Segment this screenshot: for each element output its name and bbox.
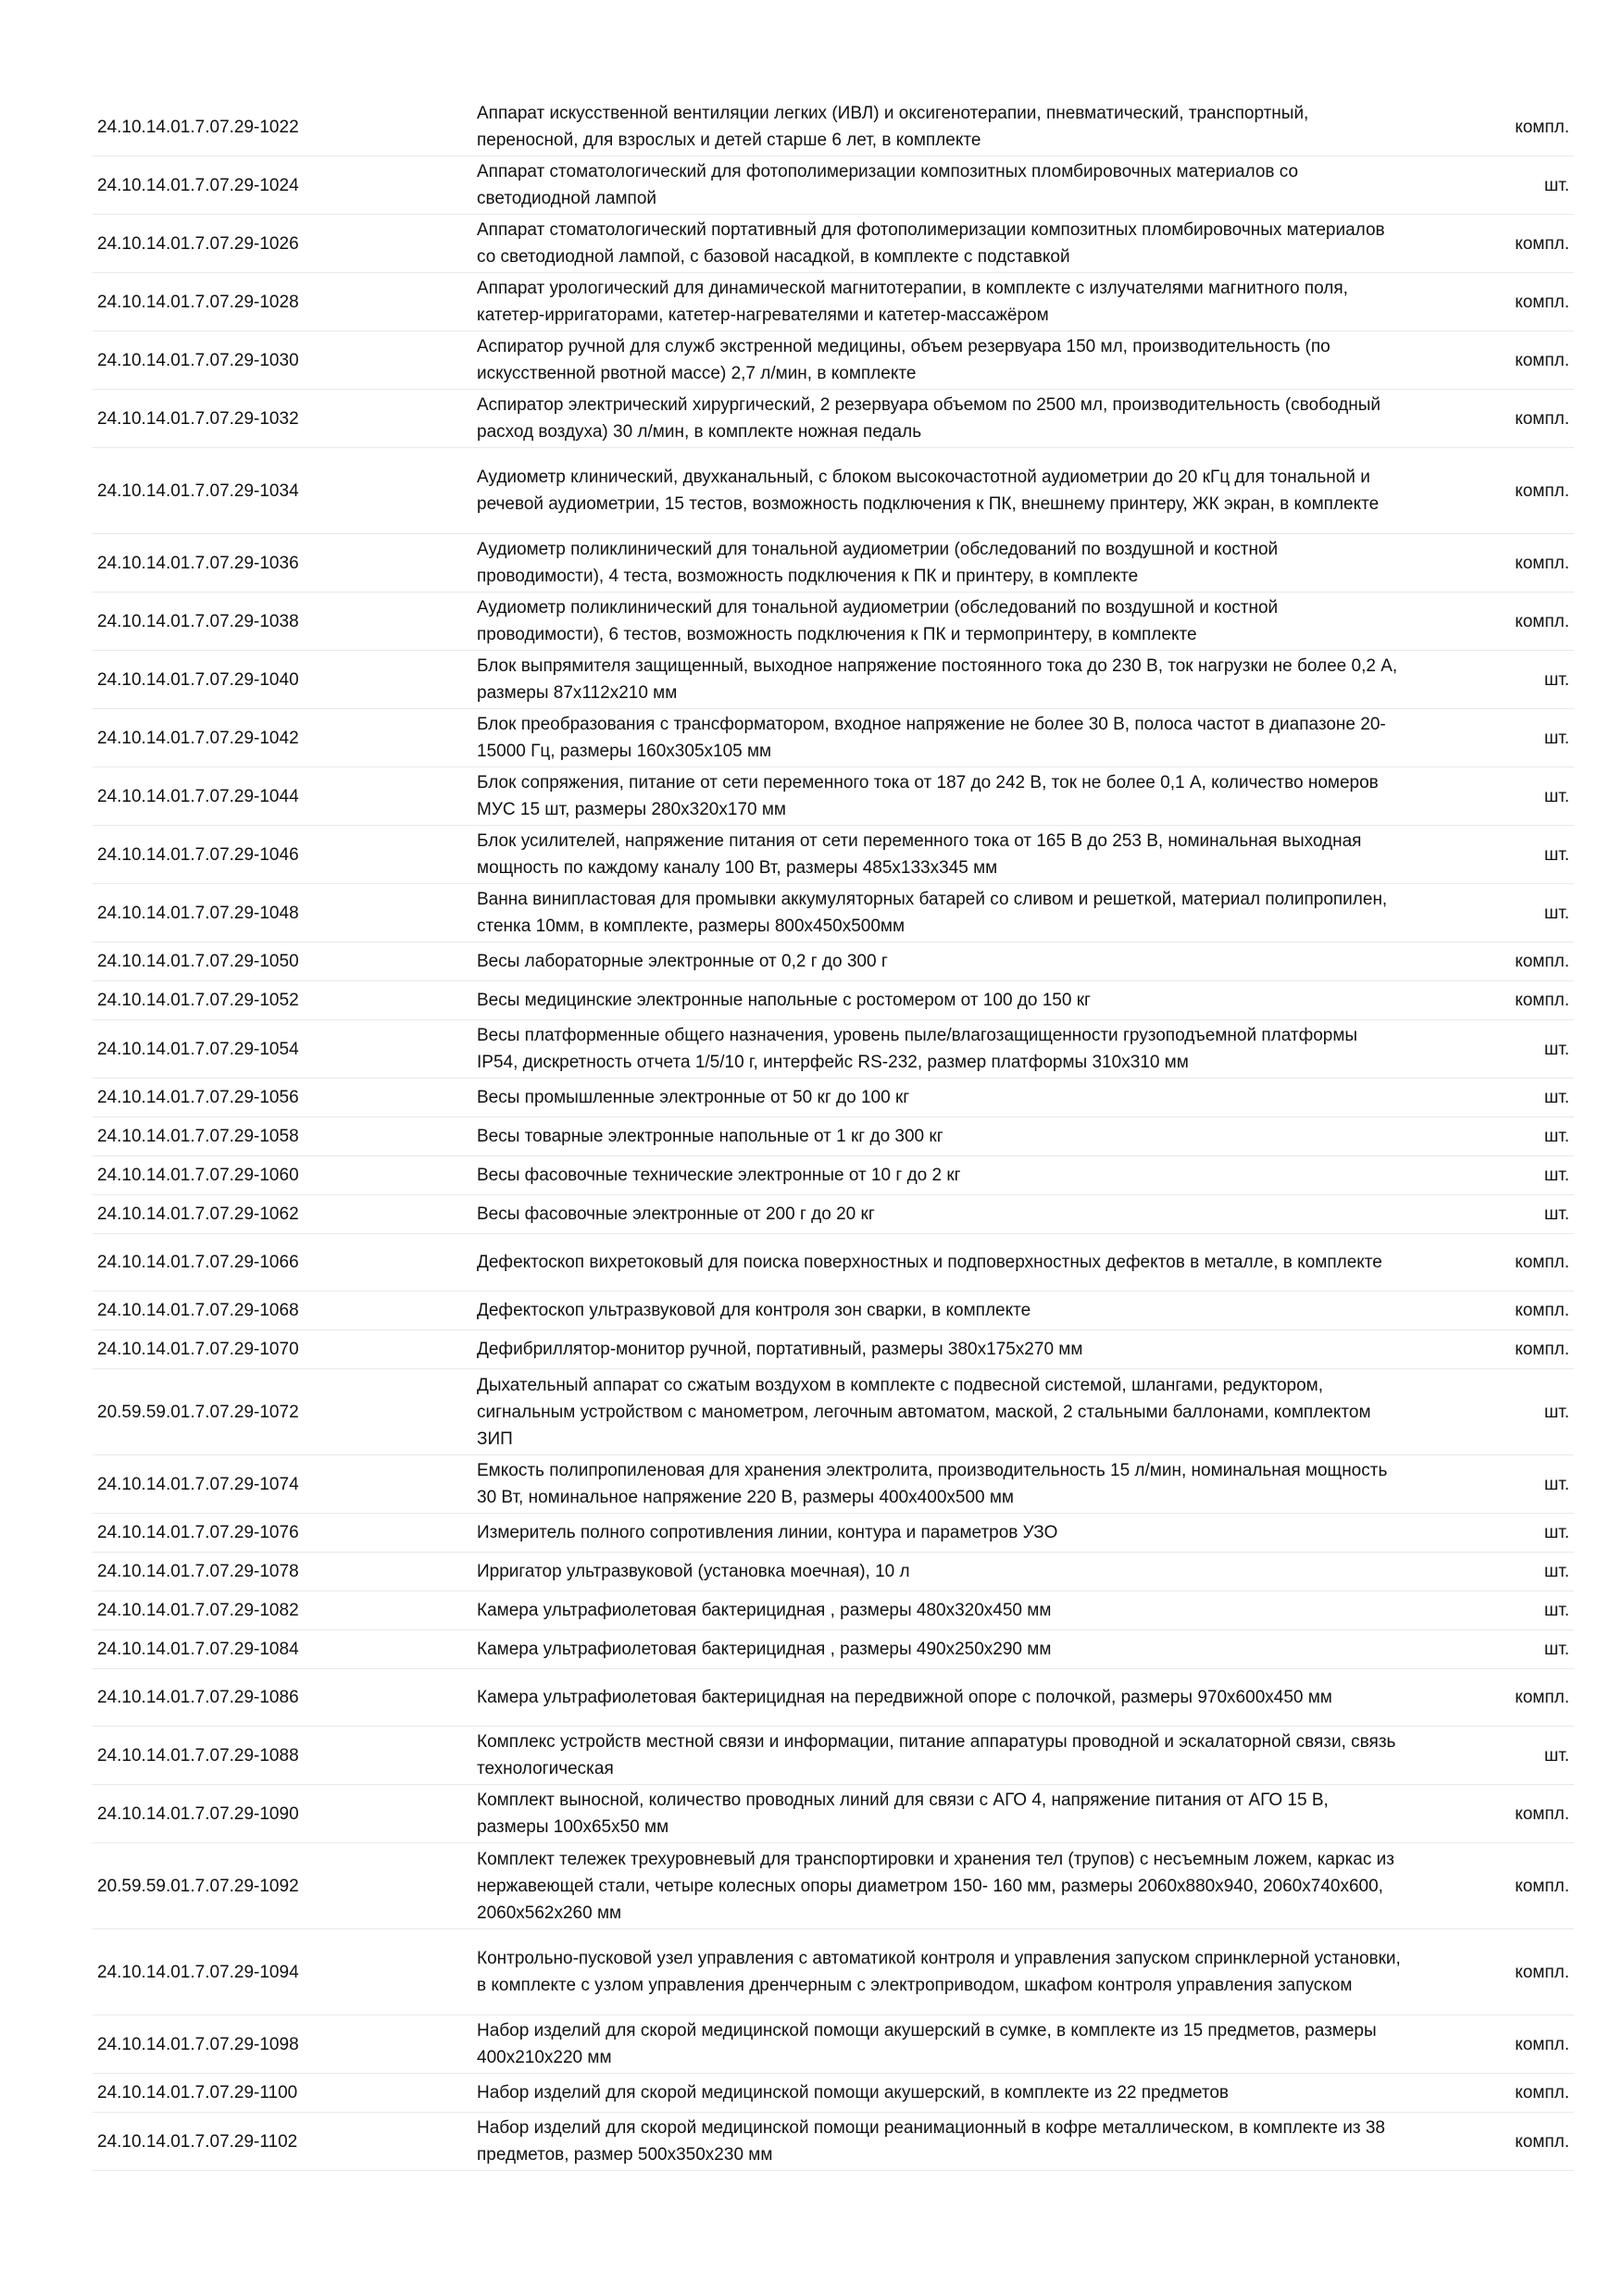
row-unit: шт. xyxy=(1543,844,1569,865)
table-row xyxy=(93,534,1574,593)
table-row xyxy=(93,651,1574,709)
price-table xyxy=(93,98,1574,2171)
row-unit: шт. xyxy=(1543,786,1569,806)
row-unit: шт. xyxy=(1543,1640,1569,1659)
row-unit: шт. xyxy=(1543,1127,1569,1146)
row-description: Камера ультрафиолетовая бактерицидная , размеры 490х250х290 мм xyxy=(477,1640,1052,1659)
row-unit: шт. xyxy=(1543,1601,1569,1620)
row-code: 24.10.14.01.7.07.29-1030 xyxy=(97,350,299,370)
row-description: Набор изделий для скорой медицинской помощи реанимационный в кофре металлическом, в комплекте из 38 предметов, размер 500х350х230 мм xyxy=(477,2118,1385,2165)
row-description: Аудиометр поликлинический для тональной аудиометрии (обследований по воздушной и костной проводимости), 4 теста, возможность подключения к ПК и принтеру, в комплекте xyxy=(477,540,1279,586)
row-code: 24.10.14.01.7.07.29-1076 xyxy=(97,1523,299,1542)
table-row xyxy=(93,1234,1574,1292)
row-description: Весы медицинские электронные напольные с ростомером от 100 до 150 кг xyxy=(477,991,1091,1010)
row-code: 24.10.14.01.7.07.29-1058 xyxy=(97,1127,299,1146)
row-description: Камера ультрафиолетовая бактерицидная , размеры 480х320х450 мм xyxy=(477,1601,1052,1620)
row-code: 24.10.14.01.7.07.29-1040 xyxy=(97,669,299,690)
table-row xyxy=(93,767,1574,826)
table-row xyxy=(93,826,1574,884)
row-unit: шт. xyxy=(1543,903,1569,923)
row-unit: шт. xyxy=(1543,1745,1569,1766)
table-row xyxy=(93,448,1574,534)
row-unit: шт. xyxy=(1543,728,1569,748)
table-row xyxy=(93,98,1574,156)
row-unit: шт. xyxy=(1543,1523,1569,1542)
row-code: 24.10.14.01.7.07.29-1100 xyxy=(97,2083,298,2103)
row-code: 24.10.14.01.7.07.29-1082 xyxy=(97,1601,299,1620)
row-code: 24.10.14.01.7.07.29-1074 xyxy=(97,1474,299,1494)
row-description: Весы лабораторные электронные от 0,2 г до 300 г xyxy=(477,952,888,971)
row-unit: компл. xyxy=(1515,1962,1569,1982)
row-description: Весы фасовочные технические электронные от 10 г до 2 кг xyxy=(477,1166,961,1185)
row-description: Емкость полипропиленовая для хранения электролита, производительность 15 л/мин, номинальная мощность 30 Вт, номинальное напряжение 220 В, размеры 400х400х500 мм xyxy=(477,1461,1388,1507)
table-row xyxy=(93,1117,1574,1156)
table-row xyxy=(93,1020,1574,1079)
row-unit: компл. xyxy=(1515,2131,1569,2152)
table-row xyxy=(93,1843,1574,1929)
row-code: 20.59.59.01.7.07.29-1092 xyxy=(97,1876,299,1896)
table-row xyxy=(93,1727,1574,1785)
row-description: Весы товарные электронные напольные от 1 кг до 300 кг xyxy=(477,1127,943,1146)
row-description: Аппарат искусственной вентиляции легких (ИВЛ) и оксигенотерапии, пневматический, транспортный, переносной, для взрослых и детей старше 6 лет, в комплекте xyxy=(477,104,1309,150)
row-code: 24.10.14.01.7.07.29-1098 xyxy=(97,2034,299,2054)
row-description: Аппарат стоматологический портативный для фотополимеризации композитных пломбировочных материалов со светодиодной лампой, с базовой насадкой, в комплекте с подставкой xyxy=(477,220,1385,267)
row-unit: шт. xyxy=(1543,1039,1569,1059)
table-row xyxy=(93,1455,1574,1514)
row-description: Аудиометр клинический, двухканальный, с блоком высокочастотной аудиометрии до 20 кГц для тональной и речевой аудиометрии, 15 тестов, возможность подключения к ПК, внешнему принтеру, ЖК экран, в комплекте xyxy=(477,468,1380,514)
row-code: 24.10.14.01.7.07.29-1046 xyxy=(97,844,299,865)
row-unit: шт. xyxy=(1543,1562,1569,1581)
table-row xyxy=(93,1079,1574,1117)
row-code: 24.10.14.01.7.07.29-1090 xyxy=(97,1803,299,1824)
row-description: Набор изделий для скорой медицинской помощи акушерский, в комплекте из 22 предметов xyxy=(477,2083,1230,2103)
row-unit: компл. xyxy=(1515,991,1569,1010)
row-description: Комплекс устройств местной связи и информации, питание аппаратуры проводной и эскалаторной связи, связь технологическая xyxy=(477,1732,1396,1778)
table-row xyxy=(93,1591,1574,1630)
row-unit: шт. xyxy=(1543,175,1569,195)
row-unit: компл. xyxy=(1515,2083,1569,2103)
row-description: Ирригатор ультразвуковой (установка моечная), 10 л xyxy=(477,1562,910,1581)
row-unit: компл. xyxy=(1515,1340,1569,1359)
row-code: 24.10.14.01.7.07.29-1050 xyxy=(97,952,299,971)
row-unit: компл. xyxy=(1515,1803,1569,1824)
row-code: 24.10.14.01.7.07.29-1032 xyxy=(97,408,299,429)
row-unit: компл. xyxy=(1515,350,1569,370)
row-description: Весы платформенные общего назначения, уровень пыле/влагозащищенности грузоподъемной платформы IP54, дискретность отчета 1/5/10 г, интерфейс RS-232, размер платформы 310х310 мм xyxy=(477,1026,1358,1072)
row-code: 24.10.14.01.7.07.29-1102 xyxy=(97,2131,298,2152)
row-unit: компл. xyxy=(1515,408,1569,429)
table-row xyxy=(93,390,1574,448)
row-description: Дефектоскоп вихретоковый для поиска поверхностных и подповерхностных дефектов в металле, в комплекте xyxy=(477,1253,1382,1272)
row-description: Весы промышленные электронные от 50 кг до 100 кг xyxy=(477,1088,910,1107)
table-row xyxy=(93,215,1574,273)
row-code: 24.10.14.01.7.07.29-1094 xyxy=(97,1962,299,1982)
row-unit: компл. xyxy=(1515,233,1569,254)
table-row xyxy=(93,981,1574,1020)
table-row xyxy=(93,273,1574,331)
row-description: Камера ультрафиолетовая бактерицидная на передвижной опоре с полочкой, размеры 970х600х450 мм xyxy=(477,1688,1332,1707)
row-code: 24.10.14.01.7.07.29-1052 xyxy=(97,991,299,1010)
row-description: Блок выпрямителя защищенный, выходное напряжение постоянного тока до 230 В, ток нагрузки не более 0,2 А, размеры 87х112х210 мм xyxy=(477,656,1398,703)
row-code: 24.10.14.01.7.07.29-1068 xyxy=(97,1301,299,1320)
table-row xyxy=(93,1630,1574,1669)
row-unit: шт. xyxy=(1543,1474,1569,1494)
row-unit: компл. xyxy=(1515,117,1569,137)
row-unit: шт. xyxy=(1543,1204,1569,1224)
table-row xyxy=(93,156,1574,215)
row-description: Аспиратор ручной для служб экстренной медицины, объем резервуара 150 мл, производительность (по искусственной рвотной массе) 2,7 л/мин, в комплекте xyxy=(477,337,1330,383)
row-code: 24.10.14.01.7.07.29-1036 xyxy=(97,553,299,573)
table-row xyxy=(93,1785,1574,1843)
table-row xyxy=(93,1929,1574,2015)
row-description: Аспиратор электрический хирургический, 2 резервуара объемом по 2500 мл, производительность (свободный расход воздуха) 30 л/мин, в комплекте ножная педаль xyxy=(477,395,1380,442)
row-code: 24.10.14.01.7.07.29-1038 xyxy=(97,611,299,631)
table-row xyxy=(93,331,1574,390)
row-description: Измеритель полного сопротивления линии, контура и параметров УЗО xyxy=(477,1523,1058,1542)
row-code: 24.10.14.01.7.07.29-1062 xyxy=(97,1204,299,1224)
table-row xyxy=(93,1669,1574,1727)
row-description: Дефектоскоп ультразвуковой для контроля зон сварки, в комплекте xyxy=(477,1301,1031,1320)
row-code: 24.10.14.01.7.07.29-1084 xyxy=(97,1640,299,1659)
row-description: Ванна винипластовая для промывки аккумуляторных батарей со сливом и решеткой, материал полипропилен, стенка 10мм, в комплекте, размеры 800х450х500мм xyxy=(477,890,1388,936)
row-description: Дефибриллятор-монитор ручной, портативный, размеры 380х175х270 мм xyxy=(477,1340,1083,1359)
row-description: Дыхательный аппарат со сжатым воздухом в комплекте с подвесной системой, шлангами, редуктором, сигнальным устройством с манометром, легочным автоматом, маской, 2 стальными баллонами, комплектом ЗИП xyxy=(477,1375,1371,1449)
table-row xyxy=(93,1514,1574,1553)
table-row xyxy=(93,709,1574,767)
table-row xyxy=(93,1369,1574,1455)
row-description: Весы фасовочные электронные от 200 г до 20 кг xyxy=(477,1204,875,1224)
row-code: 20.59.59.01.7.07.29-1072 xyxy=(97,1402,299,1422)
row-code: 24.10.14.01.7.07.29-1026 xyxy=(97,233,299,254)
row-description: Комплект тележек трехуровневый для транспортировки и хранения тел (трупов) с несъемным ложем, каркас из нержавеющей стали, четыре колесных опоры диаметром 150- 160 мм, размеры 2060х880х940, 2060х740х600, 2060х562х260 мм xyxy=(477,1849,1394,1923)
row-description: Блок усилителей, напряжение питания от сети переменного тока от 165 В до 253 В, номинальная выходная мощность по каждому каналу 100 Вт, размеры 485х133х345 мм xyxy=(477,831,1362,878)
row-code: 24.10.14.01.7.07.29-1066 xyxy=(97,1253,299,1272)
row-code: 24.10.14.01.7.07.29-1022 xyxy=(97,117,299,137)
row-description: Аппарат стоматологический для фотополимеризации композитных пломбировочных материалов со светодиодной лампой xyxy=(477,162,1299,208)
table-row xyxy=(93,1195,1574,1234)
table-row xyxy=(93,593,1574,651)
row-unit: компл. xyxy=(1515,1253,1569,1272)
row-description: Комплект выносной, количество проводных линий для связи с АГО 4, напряжение питания от АГО 15 В, размеры 100х65х50 мм xyxy=(477,1791,1329,1837)
row-unit: компл. xyxy=(1515,1301,1569,1320)
row-code: 24.10.14.01.7.07.29-1070 xyxy=(97,1340,299,1359)
row-unit: компл. xyxy=(1515,952,1569,971)
row-code: 24.10.14.01.7.07.29-1034 xyxy=(97,480,299,501)
table-row xyxy=(93,2015,1574,2074)
row-description: Блок сопряжения, питание от сети переменного тока от 187 до 242 В, ток не более 0,1 А, количество номеров МУС 15 шт, размеры 280х320х170 мм xyxy=(477,773,1379,819)
row-description: Аппарат урологический для динамической магнитотерапии, в комплекте с излучателями магнитного поля, катетер-ирригаторами, катетер-нагревателями и катетер-массажёром xyxy=(477,279,1348,325)
row-unit: шт. xyxy=(1543,1166,1569,1185)
row-code: 24.10.14.01.7.07.29-1044 xyxy=(97,786,299,806)
row-code: 24.10.14.01.7.07.29-1056 xyxy=(97,1088,299,1107)
row-unit: компл. xyxy=(1515,292,1569,312)
table-row xyxy=(93,1292,1574,1330)
row-unit: компл. xyxy=(1515,1876,1569,1896)
table-row xyxy=(93,1330,1574,1369)
row-code: 24.10.14.01.7.07.29-1024 xyxy=(97,175,299,195)
table-row xyxy=(93,2113,1574,2171)
row-description: Набор изделий для скорой медицинской помощи акушерский в сумке, в комплекте из 15 предметов, размеры 400х210х220 мм xyxy=(477,2021,1377,2067)
row-description: Блок преобразования с трансформатором, входное напряжение не более 30 В, полоса частот в диапазоне 20-15000 Гц, размеры 160х305х105 мм xyxy=(477,715,1386,761)
row-code: 24.10.14.01.7.07.29-1088 xyxy=(97,1745,299,1766)
row-code: 24.10.14.01.7.07.29-1028 xyxy=(97,292,299,312)
row-code: 24.10.14.01.7.07.29-1048 xyxy=(97,903,299,923)
row-code: 24.10.14.01.7.07.29-1078 xyxy=(97,1562,299,1581)
row-unit: компл. xyxy=(1515,2034,1569,2054)
table-row xyxy=(93,1156,1574,1195)
row-unit: компл. xyxy=(1515,480,1569,501)
table-row xyxy=(93,884,1574,942)
row-unit: шт. xyxy=(1543,1402,1569,1422)
row-unit: компл. xyxy=(1515,553,1569,573)
row-unit: компл. xyxy=(1515,1688,1569,1707)
row-code: 24.10.14.01.7.07.29-1054 xyxy=(97,1039,299,1059)
table-row xyxy=(93,942,1574,981)
row-description: Контрольно-пусковой узел управления с автоматикой контроля и управления запуском спринклерной установки, в комплекте с узлом управления дренчерным с электроприводом, шкафом контроля управления запуском xyxy=(477,1949,1401,1995)
table-row xyxy=(93,1553,1574,1591)
row-code: 24.10.14.01.7.07.29-1042 xyxy=(97,728,299,748)
table-row xyxy=(93,2074,1574,2113)
row-unit: шт. xyxy=(1543,1088,1569,1107)
row-unit: шт. xyxy=(1543,669,1569,690)
row-code: 24.10.14.01.7.07.29-1060 xyxy=(97,1166,299,1185)
row-description: Аудиометр поликлинический для тональной аудиометрии (обследований по воздушной и костной проводимости), 6 тестов, возможность подключения к ПК и термопринтеру, в комплекте xyxy=(477,598,1279,644)
row-code: 24.10.14.01.7.07.29-1086 xyxy=(97,1688,299,1707)
row-unit: компл. xyxy=(1515,611,1569,631)
